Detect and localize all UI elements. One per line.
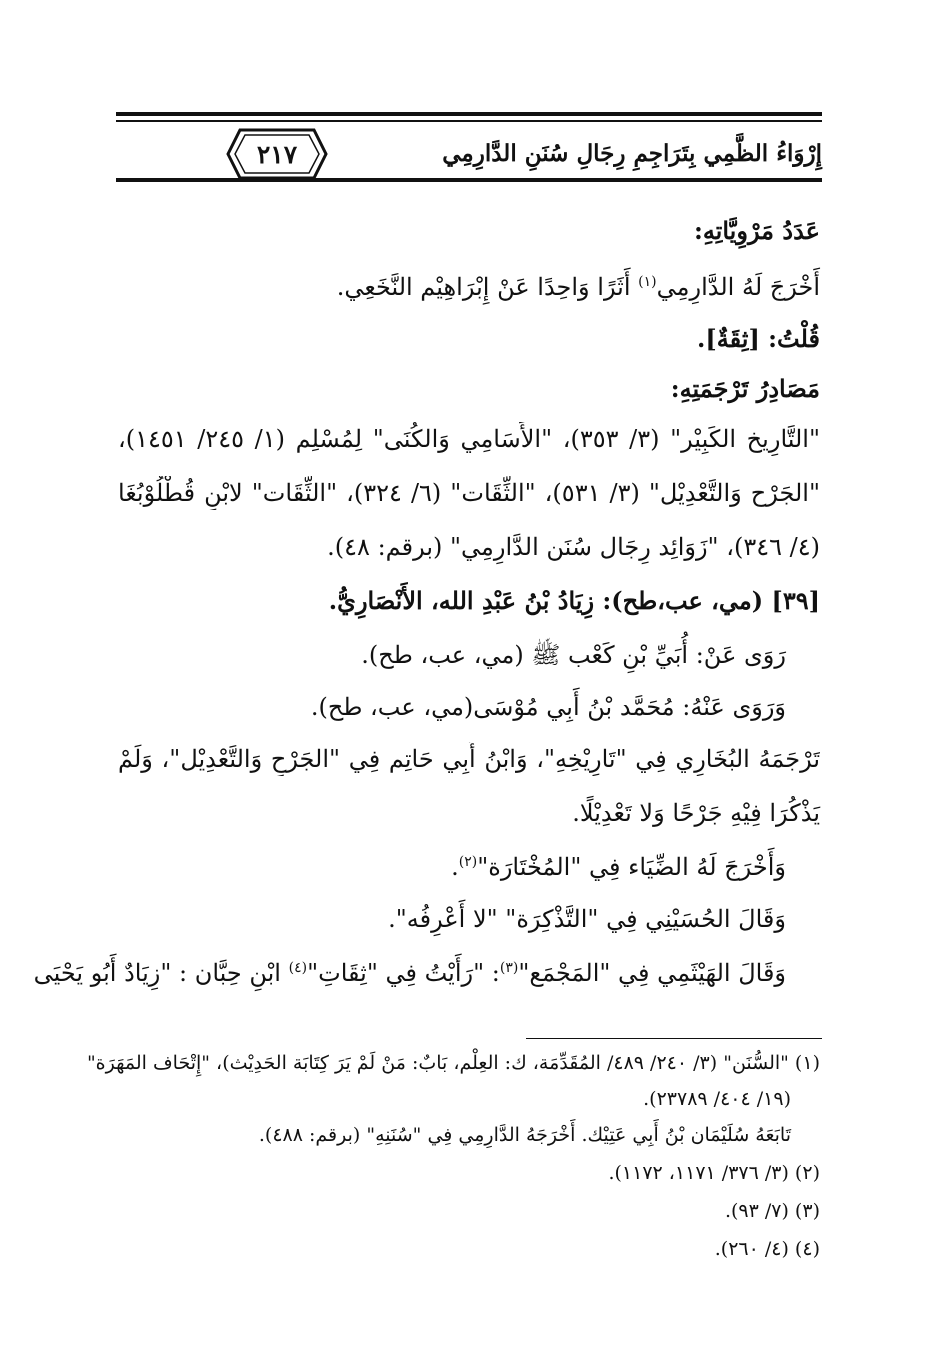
body-line-2-rest: أَثَرًا وَاحِدًا عَنْ إِبْرَاهِيْم النَّخَعِي.	[336, 273, 639, 301]
footnote-ref-4: (٤)	[288, 960, 308, 976]
footnote-1-note: تَابَعَهُ سُلَيْمَان بْنُ أَبِي عَتِيْك. أَخْرَجَهُ الدَّارِمِي فِي "سُنَنِهِ" (برقم: ٤٨٨).	[258, 1124, 791, 1146]
haythami-text-2: : "رَأَيْتُ فِي "ثِقَاتِ"	[307, 959, 500, 987]
header-rule-bottom	[116, 178, 822, 182]
biography-line-1: تَرْجَمَهُ البُخَارِي فِي "تَارِيْخِهِ"، وَابْنُ أَبِي حَاتِم فِي "الجَرْحِ وَالتَّعْدِيْل"، وَلَمْ	[118, 745, 820, 773]
husaini-line: وَقَالَ الحُسَيْنِي فِي "التَّذْكِرَة" "لا أَعْرِفُه".	[388, 905, 786, 933]
mukhtara-text: وَأَخْرَجَ لَهُ الضِّيَاء فِي "المُخْتَارَة"	[477, 853, 786, 881]
footnote-1: (١) "السُّنَن" (٣/ ٢٤٠/ ٤٨٩/ المُقَدِّمَة، ك: العِلْم، بَابٌ: مَنْ لَمْ يَرَ كِتَابَة الحَدِيْث)، "إِتْحَاف المَهَرَة"	[86, 1052, 820, 1074]
footnote-3: (٣) (٧/ ٩٣).	[724, 1200, 820, 1222]
body-line-2-text: أَخْرَجَ لَهُ الدَّارِمِي	[656, 273, 820, 301]
header-rule-top-thin	[116, 120, 822, 122]
biography-line-2: يَذْكُرَا فِيْهِ جَرْحًا وَلا تَعْدِيْلًا.	[572, 799, 820, 827]
narrated-by-line: وَرَوَى عَنْهُ: مُحَمَّد بْنُ أَبِي مُوْسَى(مي، عب، طح).	[310, 693, 786, 721]
sources-line-2: "الجَرْح وَالتَّعْدِيْل" (٣/ ٥٣١)، "الثِّقَات" (٦/ ٣٢٤)، "الثِّقَات" لابْنِ قُطْلُوْبُغَا	[118, 479, 820, 507]
haythami-text: وَقَالَ الهَيْثَمِي فِي "المَجْمَع"	[518, 959, 786, 987]
header-rule-top	[116, 112, 822, 116]
footnote-separator	[526, 1038, 822, 1039]
body-line-2	[337, 270, 820, 304]
mukhtara-end: .	[451, 853, 459, 881]
footnote-ref-3: (٣)	[499, 960, 519, 976]
haythami-line	[34, 956, 786, 990]
footnote-ref-2: (٢)	[458, 854, 478, 870]
mukhtara-line	[451, 850, 786, 884]
verdict-line: قُلْتُ: [ثِقَةٌ].	[697, 324, 820, 353]
heading-narrations-count: عَدَدُ مَرْوِيَّاتِهِ:	[693, 216, 820, 245]
haythami-text-3: ابْنِ حِبَّان : "زِيَادٌ أَبُو يَحْيَى	[33, 959, 289, 987]
page-number: ٢١٧	[256, 140, 298, 169]
header-title: إِرْوَاءُ الظَّمِي بِتَرَاجِمِ رِجَالِ سُنَنِ الدَّارِمِي	[442, 140, 822, 167]
footnote-1-cont: (١٩/ ٤٠٤/ ٢٣٧٨٩).	[643, 1088, 791, 1110]
footnote-2: (٢) (٣/ ٣٧٦/ ١١٧١، ١١٧٢).	[608, 1162, 820, 1184]
sources-line-1: "التَّارِيخ الكَبِيْر" (٣/ ٣٥٣)، "الأَسَامِي وَالكُنَى" لِمُسْلِم (١/ ٢٤٥/ ١٤٥١)،	[118, 425, 820, 453]
narrated-from-line: رَوَى عَنْ: أُبَيِّ بْنِ كَعْب ﷺ (مي، عب، طح).	[361, 641, 786, 669]
footnote-4: (٤) (٤/ ٢٦٠).	[714, 1238, 820, 1260]
sources-line-3: (٤/ ٣٤٦)، "زَوَائِد رِجَال سُنَن الدَّارِمِي" (برقم: ٤٨).	[327, 533, 820, 561]
heading-sources: مَصَادِرُ تَرْجَمَتِهِ:	[670, 374, 820, 403]
footnote-ref-1: (١)	[638, 274, 657, 290]
entry-heading-39: [٣٩] (مي، عب،طح): زِيَادُ بْنُ عَبْدِ الله، الأَنْصَارِيُّ.	[328, 586, 820, 615]
